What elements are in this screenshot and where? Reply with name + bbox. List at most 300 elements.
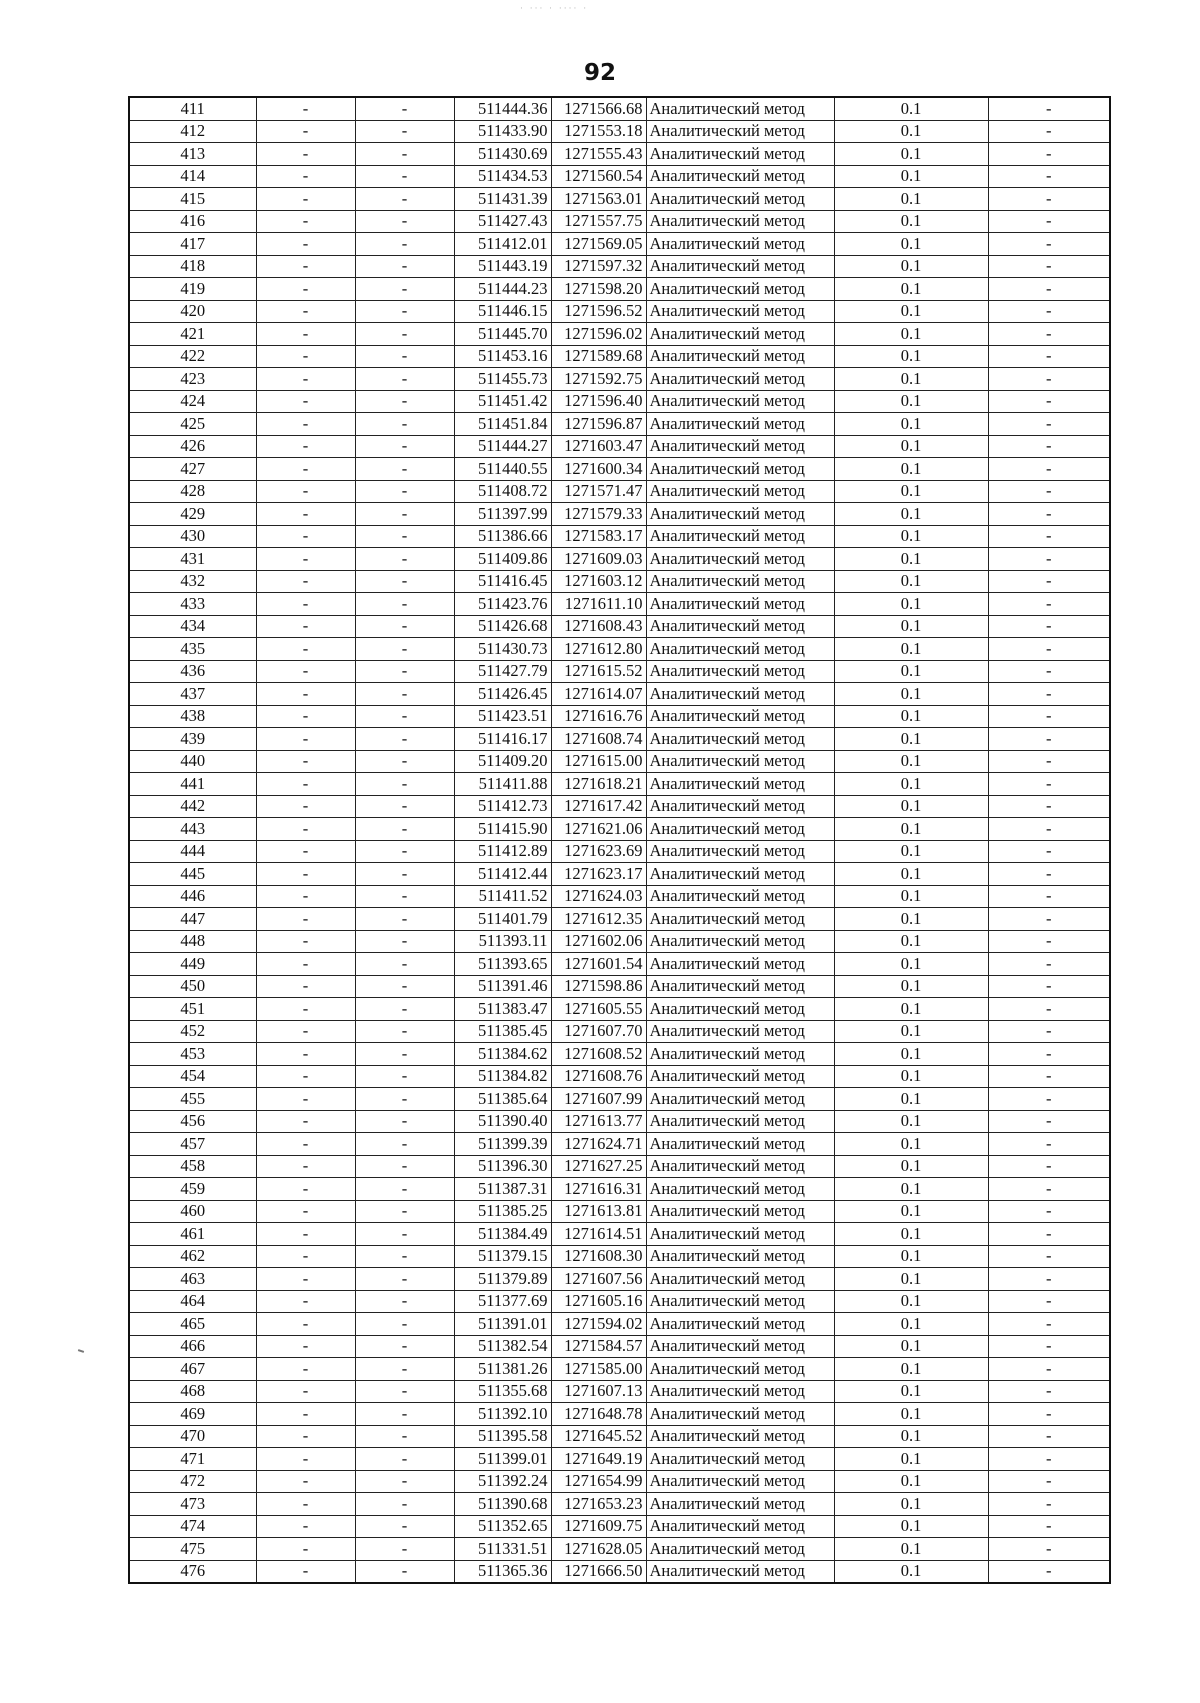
point-number-cell: 447 [129,908,256,931]
dash-cell-b: - [355,1155,454,1178]
table-row [129,705,1110,728]
y-coordinate-cell: 1271608.76 [551,1065,646,1088]
accuracy-cell: 0.1 [834,143,988,166]
table-row [129,750,1110,773]
method-cell: Аналитический метод [646,368,834,391]
y-coordinate-cell: 1271608.52 [551,1043,646,1066]
note-cell: - [988,998,1110,1021]
x-coordinate-cell: 511393.65 [454,953,551,976]
dash-cell-b: - [355,233,454,256]
accuracy-cell: 0.1 [834,120,988,143]
page-number: 92 [583,60,616,86]
table-row [129,435,1110,458]
accuracy-cell: 0.1 [834,97,988,120]
accuracy-cell: 0.1 [834,1538,988,1561]
note-cell: - [988,278,1110,301]
x-coordinate-cell: 511385.45 [454,1020,551,1043]
x-coordinate-cell: 511444.23 [454,278,551,301]
dash-cell-b: - [355,278,454,301]
dash-cell-a: - [256,435,355,458]
note-cell: - [988,1268,1110,1291]
dash-cell-a: - [256,300,355,323]
dash-cell-a: - [256,1223,355,1246]
x-coordinate-cell: 511408.72 [454,480,551,503]
dash-cell-b: - [355,480,454,503]
accuracy-cell: 0.1 [834,1110,988,1133]
x-coordinate-cell: 511445.70 [454,323,551,346]
y-coordinate-cell: 1271616.31 [551,1178,646,1201]
dash-cell-b: - [355,750,454,773]
x-coordinate-cell: 511390.40 [454,1110,551,1133]
table-row [129,210,1110,233]
y-coordinate-cell: 1271603.47 [551,435,646,458]
point-number-cell: 419 [129,278,256,301]
dash-cell-a: - [256,1358,355,1381]
point-number-cell: 417 [129,233,256,256]
y-coordinate-cell: 1271555.43 [551,143,646,166]
dash-cell-a: - [256,1155,355,1178]
note-cell: - [988,1380,1110,1403]
table-row [129,255,1110,278]
method-cell: Аналитический метод [646,638,834,661]
dash-cell-b: - [355,1290,454,1313]
x-coordinate-cell: 511381.26 [454,1358,551,1381]
dash-cell-b: - [355,795,454,818]
accuracy-cell: 0.1 [834,638,988,661]
y-coordinate-cell: 1271583.17 [551,525,646,548]
note-cell: - [988,1493,1110,1516]
point-number-cell: 432 [129,570,256,593]
dash-cell-a: - [256,143,355,166]
point-number-cell: 439 [129,728,256,751]
dash-cell-b: - [355,1245,454,1268]
dash-cell-a: - [256,525,355,548]
y-coordinate-cell: 1271624.03 [551,885,646,908]
dash-cell-b: - [355,255,454,278]
accuracy-cell: 0.1 [834,1020,988,1043]
note-cell: - [988,210,1110,233]
x-coordinate-cell: 511409.86 [454,548,551,571]
table-row [129,1380,1110,1403]
x-coordinate-cell: 511411.52 [454,885,551,908]
table-row [129,1538,1110,1561]
scan-speck [78,1349,84,1353]
method-cell: Аналитический метод [646,1110,834,1133]
dash-cell-b: - [355,1223,454,1246]
note-cell: - [988,323,1110,346]
method-cell: Аналитический метод [646,480,834,503]
point-number-cell: 436 [129,660,256,683]
point-number-cell: 456 [129,1110,256,1133]
x-coordinate-cell: 511431.39 [454,188,551,211]
dash-cell-a: - [256,1200,355,1223]
table-row [129,1358,1110,1381]
note-cell: - [988,525,1110,548]
method-cell: Аналитический метод [646,615,834,638]
table-row [129,683,1110,706]
dash-cell-b: - [355,1470,454,1493]
table-row [129,413,1110,436]
method-cell: Аналитический метод [646,120,834,143]
table-row [129,300,1110,323]
accuracy-cell: 0.1 [834,1380,988,1403]
y-coordinate-cell: 1271607.56 [551,1268,646,1291]
y-coordinate-cell: 1271607.99 [551,1088,646,1111]
accuracy-cell: 0.1 [834,840,988,863]
dash-cell-a: - [256,750,355,773]
y-coordinate-cell: 1271616.76 [551,705,646,728]
x-coordinate-cell: 511427.43 [454,210,551,233]
x-coordinate-cell: 511426.68 [454,615,551,638]
y-coordinate-cell: 1271596.40 [551,390,646,413]
table-row [129,885,1110,908]
dash-cell-a: - [256,975,355,998]
accuracy-cell: 0.1 [834,863,988,886]
dash-cell-a: - [256,503,355,526]
dash-cell-a: - [256,863,355,886]
dash-cell-a: - [256,97,355,120]
dash-cell-a: - [256,615,355,638]
dash-cell-b: - [355,683,454,706]
y-coordinate-cell: 1271584.57 [551,1335,646,1358]
note-cell: - [988,750,1110,773]
note-cell: - [988,615,1110,638]
y-coordinate-cell: 1271653.23 [551,1493,646,1516]
dash-cell-a: - [256,1493,355,1516]
method-cell: Аналитический метод [646,593,834,616]
table-row [129,1178,1110,1201]
table-row [129,1110,1110,1133]
point-number-cell: 448 [129,930,256,953]
note-cell: - [988,1133,1110,1156]
x-coordinate-cell: 511412.01 [454,233,551,256]
point-number-cell: 468 [129,1380,256,1403]
method-cell: Аналитический метод [646,458,834,481]
dash-cell-b: - [355,1020,454,1043]
table-row [129,1268,1110,1291]
dash-cell-b: - [355,390,454,413]
accuracy-cell: 0.1 [834,548,988,571]
x-coordinate-cell: 511386.66 [454,525,551,548]
accuracy-cell: 0.1 [834,908,988,931]
y-coordinate-cell: 1271614.07 [551,683,646,706]
dash-cell-a: - [256,728,355,751]
point-number-cell: 458 [129,1155,256,1178]
accuracy-cell: 0.1 [834,885,988,908]
method-cell: Аналитический метод [646,278,834,301]
method-cell: Аналитический метод [646,255,834,278]
x-coordinate-cell: 511416.17 [454,728,551,751]
y-coordinate-cell: 1271557.75 [551,210,646,233]
dash-cell-a: - [256,638,355,661]
note-cell: - [988,1470,1110,1493]
y-coordinate-cell: 1271648.78 [551,1403,646,1426]
y-coordinate-cell: 1271609.75 [551,1515,646,1538]
note-cell: - [988,1223,1110,1246]
accuracy-cell: 0.1 [834,188,988,211]
dash-cell-a: - [256,458,355,481]
dash-cell-a: - [256,930,355,953]
method-cell: Аналитический метод [646,1425,834,1448]
x-coordinate-cell: 511385.64 [454,1088,551,1111]
coordinates-table [128,96,1111,1584]
point-number-cell: 476 [129,1560,256,1583]
note-cell: - [988,1515,1110,1538]
x-coordinate-cell: 511379.15 [454,1245,551,1268]
table-row [129,345,1110,368]
x-coordinate-cell: 511411.88 [454,773,551,796]
coordinates-table-body [129,97,1110,1583]
dash-cell-b: - [355,1335,454,1358]
note-cell: - [988,683,1110,706]
table-row [129,728,1110,751]
dash-cell-b: - [355,660,454,683]
y-coordinate-cell: 1271579.33 [551,503,646,526]
note-cell: - [988,1313,1110,1336]
dash-cell-a: - [256,795,355,818]
table-row [129,548,1110,571]
note-cell: - [988,458,1110,481]
note-cell: - [988,705,1110,728]
dash-cell-b: - [355,323,454,346]
note-cell: - [988,953,1110,976]
dash-cell-a: - [256,1245,355,1268]
point-number-cell: 471 [129,1448,256,1471]
method-cell: Аналитический метод [646,233,834,256]
y-coordinate-cell: 1271617.42 [551,795,646,818]
method-cell: Аналитический метод [646,345,834,368]
x-coordinate-cell: 511443.19 [454,255,551,278]
point-number-cell: 452 [129,1020,256,1043]
dash-cell-b: - [355,1538,454,1561]
dash-cell-a: - [256,413,355,436]
method-cell: Аналитический метод [646,728,834,751]
x-coordinate-cell: 511391.46 [454,975,551,998]
y-coordinate-cell: 1271666.50 [551,1560,646,1583]
method-cell: Аналитический метод [646,705,834,728]
dash-cell-a: - [256,1268,355,1291]
accuracy-cell: 0.1 [834,773,988,796]
table-row [129,1088,1110,1111]
dash-cell-b: - [355,1515,454,1538]
y-coordinate-cell: 1271569.05 [551,233,646,256]
table-row [129,1155,1110,1178]
dash-cell-a: - [256,548,355,571]
note-cell: - [988,1448,1110,1471]
method-cell: Аналитический метод [646,975,834,998]
accuracy-cell: 0.1 [834,1448,988,1471]
y-coordinate-cell: 1271628.05 [551,1538,646,1561]
dash-cell-b: - [355,615,454,638]
y-coordinate-cell: 1271615.52 [551,660,646,683]
x-coordinate-cell: 511412.44 [454,863,551,886]
point-number-cell: 427 [129,458,256,481]
table-row [129,525,1110,548]
point-number-cell: 455 [129,1088,256,1111]
y-coordinate-cell: 1271596.87 [551,413,646,436]
method-cell: Аналитический метод [646,660,834,683]
y-coordinate-cell: 1271608.30 [551,1245,646,1268]
y-coordinate-cell: 1271598.86 [551,975,646,998]
table-row [129,615,1110,638]
note-cell: - [988,548,1110,571]
method-cell: Аналитический метод [646,1020,834,1043]
point-number-cell: 421 [129,323,256,346]
point-number-cell: 413 [129,143,256,166]
table-row [129,1200,1110,1223]
table-row [129,165,1110,188]
accuracy-cell: 0.1 [834,683,988,706]
table-row [129,795,1110,818]
table-row [129,1560,1110,1583]
x-coordinate-cell: 511409.20 [454,750,551,773]
method-cell: Аналитический метод [646,908,834,931]
point-number-cell: 442 [129,795,256,818]
dash-cell-a: - [256,1448,355,1471]
note-cell: - [988,930,1110,953]
dash-cell-b: - [355,120,454,143]
x-coordinate-cell: 511331.51 [454,1538,551,1561]
note-cell: - [988,368,1110,391]
accuracy-cell: 0.1 [834,570,988,593]
accuracy-cell: 0.1 [834,233,988,256]
note-cell: - [988,345,1110,368]
x-coordinate-cell: 511377.69 [454,1290,551,1313]
dash-cell-b: - [355,975,454,998]
note-cell: - [988,120,1110,143]
accuracy-cell: 0.1 [834,1335,988,1358]
x-coordinate-cell: 511440.55 [454,458,551,481]
point-number-cell: 431 [129,548,256,571]
dash-cell-b: - [355,570,454,593]
method-cell: Аналитический метод [646,1178,834,1201]
accuracy-cell: 0.1 [834,795,988,818]
dash-cell-a: - [256,1403,355,1426]
note-cell: - [988,863,1110,886]
dash-cell-b: - [355,593,454,616]
y-coordinate-cell: 1271598.20 [551,278,646,301]
y-coordinate-cell: 1271613.77 [551,1110,646,1133]
point-number-cell: 464 [129,1290,256,1313]
table-row [129,278,1110,301]
y-coordinate-cell: 1271608.43 [551,615,646,638]
point-number-cell: 440 [129,750,256,773]
x-coordinate-cell: 511382.54 [454,1335,551,1358]
accuracy-cell: 0.1 [834,818,988,841]
note-cell: - [988,1110,1110,1133]
dash-cell-a: - [256,1313,355,1336]
method-cell: Аналитический метод [646,1313,834,1336]
accuracy-cell: 0.1 [834,503,988,526]
x-coordinate-cell: 511415.90 [454,818,551,841]
method-cell: Аналитический метод [646,1515,834,1538]
y-coordinate-cell: 1271649.19 [551,1448,646,1471]
y-coordinate-cell: 1271597.32 [551,255,646,278]
table-row [129,1493,1110,1516]
method-cell: Аналитический метод [646,97,834,120]
accuracy-cell: 0.1 [834,413,988,436]
y-coordinate-cell: 1271607.13 [551,1380,646,1403]
point-number-cell: 423 [129,368,256,391]
method-cell: Аналитический метод [646,1335,834,1358]
dash-cell-a: - [256,390,355,413]
dash-cell-a: - [256,188,355,211]
x-coordinate-cell: 511451.42 [454,390,551,413]
method-cell: Аналитический метод [646,998,834,1021]
dash-cell-a: - [256,1515,355,1538]
method-cell: Аналитический метод [646,885,834,908]
accuracy-cell: 0.1 [834,660,988,683]
dash-cell-b: - [355,345,454,368]
note-cell: - [988,435,1110,458]
dash-cell-a: - [256,998,355,1021]
note-cell: - [988,1425,1110,1448]
note-cell: - [988,840,1110,863]
point-number-cell: 428 [129,480,256,503]
note-cell: - [988,908,1110,931]
point-number-cell: 449 [129,953,256,976]
method-cell: Аналитический метод [646,413,834,436]
method-cell: Аналитический метод [646,1493,834,1516]
dash-cell-b: - [355,1088,454,1111]
dash-cell-a: - [256,165,355,188]
table-row [129,120,1110,143]
y-coordinate-cell: 1271607.70 [551,1020,646,1043]
dash-cell-a: - [256,323,355,346]
dash-cell-a: - [256,908,355,931]
point-number-cell: 457 [129,1133,256,1156]
dash-cell-b: - [355,1313,454,1336]
point-number-cell: 424 [129,390,256,413]
accuracy-cell: 0.1 [834,1155,988,1178]
dash-cell-a: - [256,1133,355,1156]
method-cell: Аналитический метод [646,435,834,458]
x-coordinate-cell: 511392.10 [454,1403,551,1426]
y-coordinate-cell: 1271602.06 [551,930,646,953]
dash-cell-b: - [355,1200,454,1223]
accuracy-cell: 0.1 [834,615,988,638]
x-coordinate-cell: 511451.84 [454,413,551,436]
point-number-cell: 443 [129,818,256,841]
note-cell: - [988,1020,1110,1043]
dash-cell-b: - [355,97,454,120]
point-number-cell: 425 [129,413,256,436]
accuracy-cell: 0.1 [834,1425,988,1448]
note-cell: - [988,1155,1110,1178]
point-number-cell: 466 [129,1335,256,1358]
x-coordinate-cell: 511387.31 [454,1178,551,1201]
table-row [129,570,1110,593]
dash-cell-a: - [256,1538,355,1561]
note-cell: - [988,480,1110,503]
point-number-cell: 473 [129,1493,256,1516]
point-number-cell: 435 [129,638,256,661]
method-cell: Аналитический метод [646,1245,834,1268]
point-number-cell: 461 [129,1223,256,1246]
accuracy-cell: 0.1 [834,1358,988,1381]
method-cell: Аналитический метод [646,188,834,211]
x-coordinate-cell: 511430.69 [454,143,551,166]
point-number-cell: 420 [129,300,256,323]
point-number-cell: 459 [129,1178,256,1201]
dash-cell-a: - [256,120,355,143]
y-coordinate-cell: 1271603.12 [551,570,646,593]
dash-cell-b: - [355,863,454,886]
y-coordinate-cell: 1271621.06 [551,818,646,841]
dash-cell-b: - [355,1110,454,1133]
dash-cell-a: - [256,1043,355,1066]
method-cell: Аналитический метод [646,953,834,976]
